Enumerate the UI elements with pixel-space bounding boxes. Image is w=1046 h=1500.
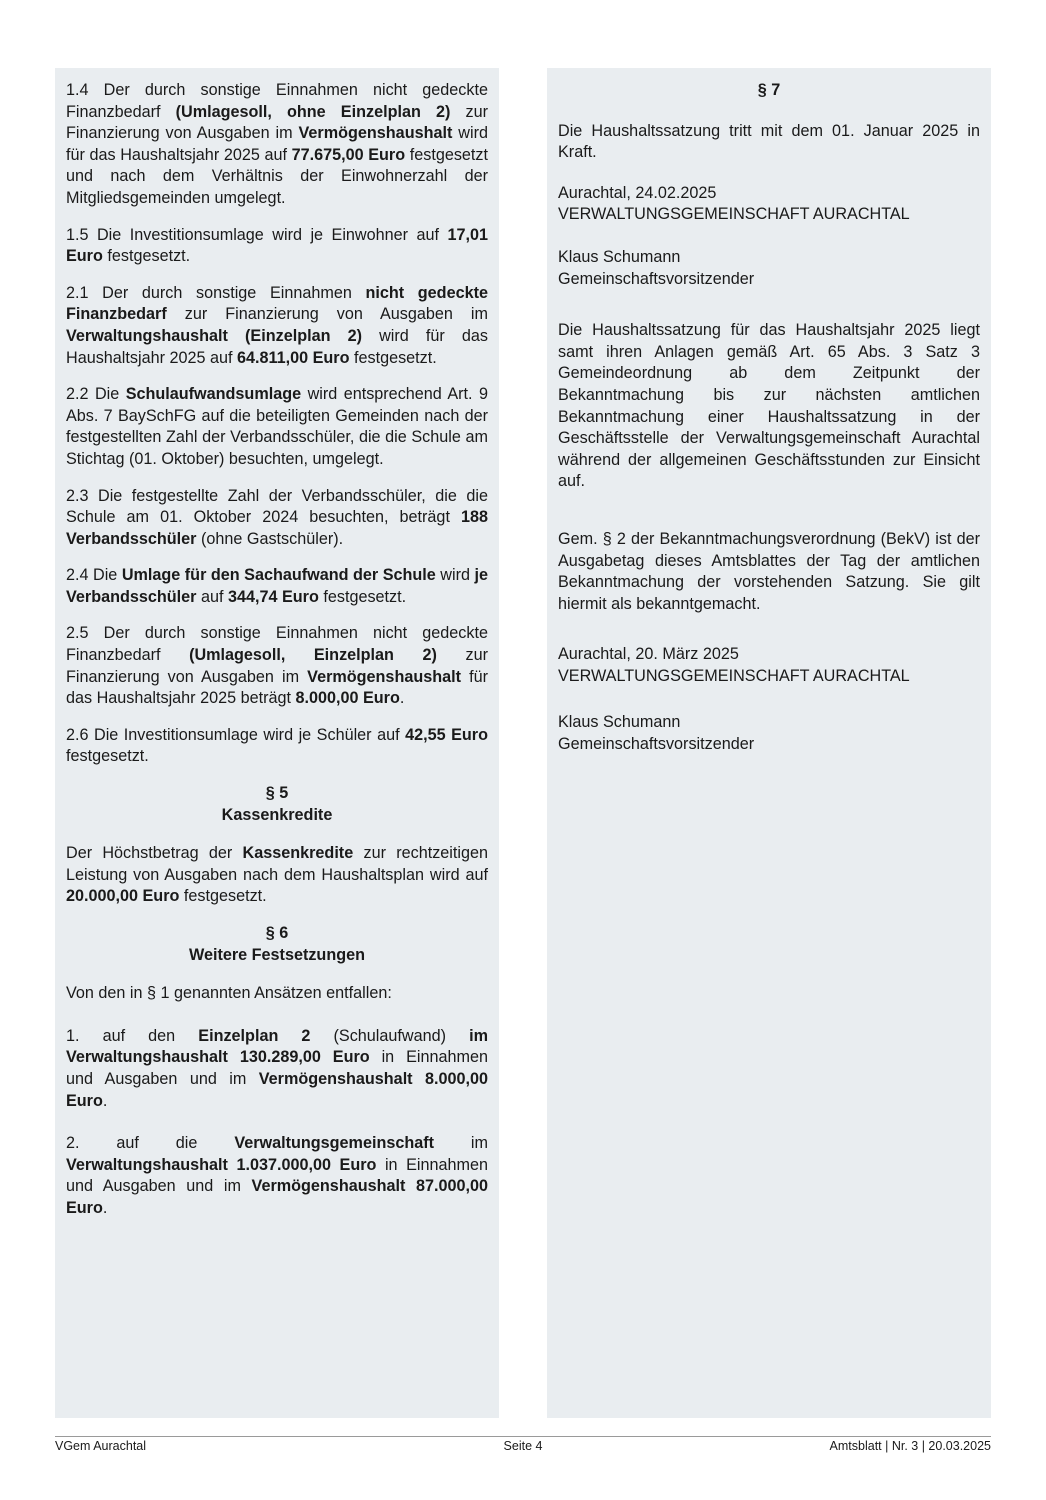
paragraph-2-2: 2.2 Die Schulaufwandsumlage wird entsprechend Art. 9 Abs. 7 BaySchFG auf die beteiligten Gemeinden nach der festgestellten Zahl der Verbandsschüler, die die Schule am Stichtag (01. Oktober) besuchten, umgelegt. (66, 385, 488, 468)
signer-name-1: Klaus Schumann (558, 247, 681, 266)
section-6-title: Weitere Festsetzungen (188, 945, 365, 964)
footer-publisher: VGem Aurachtal (55, 1439, 147, 1453)
page-footer (55, 1436, 991, 1457)
paragraph-1-4: 1.4 Der durch sonstige Einnahmen nicht gedeckte Finanzbedarf (Umlagesoll, ohne Einzelplan 2) zur Finanzierung von Ausgaben im Vermögenshaushalt wird für das Haushaltsjahr 2025 auf 77.675,00 Euro festgesetzt und nach dem Verhältnis der Einwohnerzahl der Mitgliedsgemeinden umgelegt. (66, 81, 489, 207)
section-5-text: Der Höchstbetrag der Kassenkredite zur rechtzeitigen Leistung von Ausgaben nach dem Haushaltsplan wird auf 20.000,00 Euro festgesetzt. (66, 844, 488, 906)
section-6-intro: Von den in § 1 genannten Ansätzen entfallen: (66, 984, 392, 1003)
section-6-number: § 6 (265, 924, 289, 942)
right-column (547, 68, 991, 1418)
notice-inspection: Die Haushaltssatzung für das Haushaltsjahr 2025 liegt samt ihren Anlagen gemäß Art. 65 Abs. 3 Satz 3 Gemeindeordnung ab dem Zeitpunkt der Bekanntmachung bis zur nächsten amtlichen Bekanntmachung einer Haushaltssatzung in der Geschäftsstelle der Verwaltungsgemeinschaft Aurachtal während der allgemeinen Geschäftsstunden zur Einsicht auf. (558, 321, 980, 491)
paragraph-2-5: 2.5 Der durch sonstige Einnahmen nicht gedeckte Finanzbedarf (Umlagesoll, Einzelplan 2) zur Finanzierung von Ausgaben im Vermögenshaushalt für das Haushaltsjahr 2025 beträgt 8.000,00 Euro. (66, 624, 488, 708)
paragraph-1-5: 1.5 Die Investitionsumlage wird je Einwohner auf 17,01 Euro festgesetzt. (66, 225, 488, 266)
place-date-2: Aurachtal, 20. März 2025 (558, 645, 739, 664)
left-column (55, 68, 499, 1418)
paragraph-2-1: 2.1 Der durch sonstige Einnahmen nicht gedeckte Finanzbedarf zur Finanzierung von Ausgaben im Verwaltungshaushalt (Einzelplan 2) wird für das Haushaltsjahr 2025 auf 64.811,00 Euro festgesetzt. (66, 283, 488, 367)
signer-role-2: Gemeinschaftsvorsitzender (558, 735, 755, 754)
paragraph-2-4: 2.4 Die Umlage für den Sachaufwand der Schule wird je Verbandsschüler auf 344,74 Euro festgesetzt. (66, 566, 488, 606)
footer-page-number: Seite 4 (503, 1439, 543, 1453)
paragraph-2-6: 2.6 Die Investitionsumlage wird je Schüler auf 42,55 Euro festgesetzt. (66, 725, 488, 766)
paragraph-2-3: 2.3 Die festgestellte Zahl der Verbandsschüler, die die Schule am 01. Oktober 2024 besuchten, beträgt 188 Verbandsschüler (ohne Gastschüler). (66, 486, 488, 548)
organization-1: VERWALTUNGSGEMEINSCHAFT AURACHTAL (558, 205, 910, 224)
signer-name-2: Klaus Schumann (558, 713, 681, 732)
organization-2: VERWALTUNGSGEMEINSCHAFT AURACHTAL (558, 666, 910, 685)
section-6-item-2: 2. auf die Verwaltungsgemeinschaft im Verwaltungshaushalt 1.037.000,00 Euro in Einnahmen und Ausgaben und im Vermögenshaushalt 87.000,00 Euro. (66, 1134, 488, 1217)
section-7-number: § 7 (757, 81, 781, 99)
footer-issue: Amtsblatt | Nr. 3 | 20.03.2025 (829, 1439, 991, 1453)
section-6-heading (66, 923, 488, 966)
section-5-number: § 5 (265, 784, 289, 803)
place-date-1: Aurachtal, 24.02.2025 (558, 183, 717, 202)
section-5-title: Kassenkredite (221, 805, 333, 824)
section-7-text: Die Haushaltssatzung tritt mit dem 01. Januar 2025 in Kraft. (558, 121, 980, 162)
section-5-heading (66, 783, 488, 826)
signer-role-1: Gemeinschaftsvorsitzender (558, 269, 755, 288)
section-6-item-1: 1. auf den Einzelplan 2 (Schulaufwand) im Verwaltungshaushalt 130.289,00 Euro in Einnahmen und Ausgaben und im Vermögenshaushalt 8.000,00 Euro. (66, 1026, 488, 1110)
notice-publication: Gem. § 2 der Bekanntmachungsverordnung (BekV) ist der Ausgabetag dieses Amtsblattes der Tag der amtlichen Bekanntmachung der vorstehenden Satzung. Sie gilt hiermit als bekanntgemacht. (558, 529, 980, 613)
